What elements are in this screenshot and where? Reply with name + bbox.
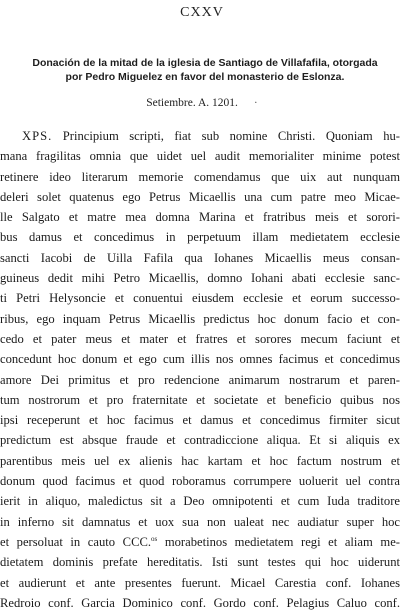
date-mark: · xyxy=(253,97,258,109)
body-line: tum nostrorum et pro fraternitate et societate et beneficio quibus nos xyxy=(0,392,400,407)
body-line: concedunt hoc donum et ego cum illis nos omnes facimus et concedimus xyxy=(0,352,400,367)
body-line: deleri solet quatenus ego Petrus Micaellis una cum patre meo Micae- xyxy=(0,189,400,204)
body-line: donum quod facimus et quod roboramus corrumpere uoluerit uel contra xyxy=(0,474,400,489)
document-date xyxy=(0,97,404,109)
body-line-text: morabetinos medietatem regi et aliam me- xyxy=(157,534,400,549)
document-number: CXXV xyxy=(180,5,224,20)
body-line: lle Salgato et matre mea domna Marina et fratribus meis et sorori- xyxy=(0,210,400,225)
body-line: in inferno sit damnatus et uox sua non ualeat nec audiatur super hoc xyxy=(0,514,400,529)
body-first-word: XPS. xyxy=(22,129,53,143)
body-line: amore Dei primitus et pro redencione animarum nostrarum et paren- xyxy=(0,372,400,387)
document-body xyxy=(0,126,400,613)
body-line: guineus dedit mihi Petro Micaellis, domno Iohani abati ecclesie sanc- xyxy=(0,271,400,286)
document-title xyxy=(6,56,404,84)
body-line: mana fragilitas omnia que uidet uel audit memorialiter minime potest xyxy=(0,149,400,164)
body-line: ribus, ego inquam Petrus Micaellis predictus hoc donum facio et con- xyxy=(0,311,400,326)
body-line: ti Petri Helysoncie et conuentui eiusdem ecclesie et eorum successo- xyxy=(0,291,400,306)
body-line: predictum est absque fraude et contradiccione aliqua. Et si aliquis ex xyxy=(0,433,400,448)
body-line: bus damus et concedimus in perpetuum illam medietatem ecclesie xyxy=(0,230,400,245)
superscript: os xyxy=(151,534,158,543)
body-line: et audierunt et ante presentes fuerunt. Micael Carestia conf. Iohanes xyxy=(0,575,400,590)
body-line xyxy=(0,532,400,552)
body-line: sancti Iacobi de Uilla Fafila qua Iohanes Micaellis meus consan- xyxy=(0,250,400,265)
body-line: parentibus meis uel ex alienis hac kartam et hoc factum nostrum et xyxy=(0,453,400,468)
body-line xyxy=(0,126,400,146)
body-line: ierit in aliquo, maledictus sit a Deo omnipotenti et cum Iuda traditore xyxy=(0,494,400,509)
body-line-text: et persoluat in cauto CCC. xyxy=(0,534,152,549)
body-line-text: Principium scripti, fiat sub nomine Christi. Quoniam hu- xyxy=(62,129,400,143)
title-line: por Pedro Miguelez en favor del monasterio de Eslonza. xyxy=(65,71,345,83)
body-line: dietatem dominis prefate hereditatis. Isti sunt testes qui hoc uiderunt xyxy=(0,555,400,570)
title-line: Donación de la mitad de la iglesia de Santiago de Villafafila, otorgada xyxy=(32,57,378,69)
body-line: cedo et pater meus et mater et fratres et sorores mecum faciunt et xyxy=(0,331,400,346)
body-line: ipsi receperunt et hoc facimus et damus et concedimus firmiter sicut xyxy=(0,413,400,428)
body-line: Redroio conf. Garcia Dominico conf. Gordo conf. Pelagius Caluo conf. xyxy=(0,595,400,610)
date-text: Setiembre. A. 1201. xyxy=(146,97,238,109)
body-line: retinere ideo literarum memorie comendamus que uix aut nunquam xyxy=(0,169,400,184)
